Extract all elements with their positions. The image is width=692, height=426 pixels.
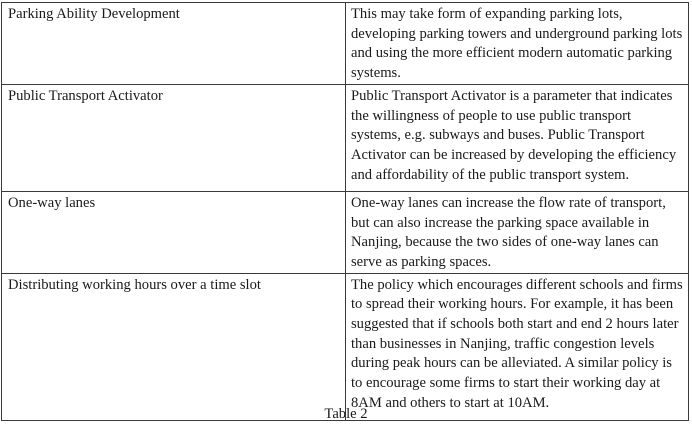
table-row <box>2 3 689 85</box>
measure-cell: Parking Ability Development <box>2 3 346 85</box>
description-cell: The policy which encourages different schools and firms to spread their working hours. For example, it has been suggested that if schools both start and end 2 hours later than businesses in Nanjing, traffic congestion levels during peak hours can be alleviated. A similar policy is to encourage some firms to start their working day at 8AM and others to start at 10AM. <box>346 273 689 420</box>
table-row <box>2 191 689 273</box>
description-cell: Public Transport Activator is a parameter that indicates the willingness of people to use public transport systems, e.g. subways and buses. Public Transport Activator can be increased by developing the efficiency and affordability of the public transport system. <box>346 84 689 191</box>
measure-cell: One-way lanes <box>2 191 346 273</box>
table-row <box>2 273 689 420</box>
measure-cell: Public Transport Activator <box>2 84 346 191</box>
table-row <box>2 84 689 191</box>
policy-table-container <box>1 2 688 421</box>
description-cell: One-way lanes can increase the flow rate of transport, but can also increase the parking space available in Nanjing, because the two sides of one-way lanes can serve as parking spaces. <box>346 191 689 273</box>
table-caption: Table 2 <box>324 406 368 422</box>
policy-table <box>1 2 689 421</box>
description-cell: This may take form of expanding parking lots, developing parking towers and underground parking lots and using the more efficient modern automatic parking systems. <box>346 3 689 85</box>
measure-cell: Distributing working hours over a time slot <box>2 273 346 420</box>
